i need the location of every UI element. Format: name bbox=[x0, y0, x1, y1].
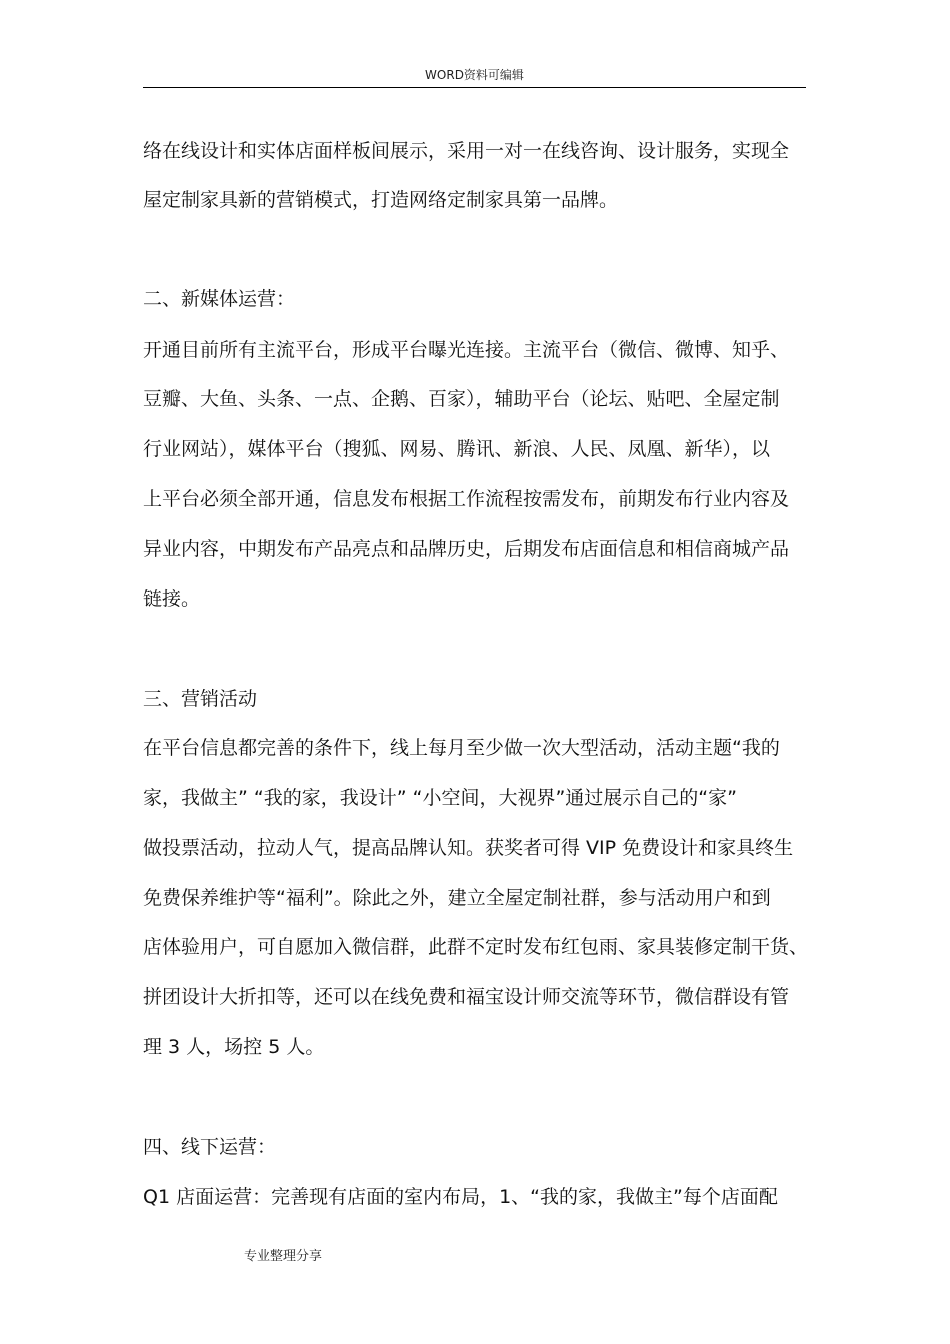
section-3-line-6: 拼团设计大折扣等，还可以在线免费和福宝设计师交流等环节，微信群设有管 bbox=[143, 986, 790, 1008]
section-3-line-1: 在平台信息都完善的条件下，线上每月至少做一次大型活动，活动主题“我的 bbox=[143, 737, 780, 759]
section-3-line-7: 理 3 人，场控 5 人。 bbox=[143, 1036, 325, 1058]
section-2-line-3: 行业网站），媒体平台（搜狐、网易、腾讯、新浪、人民、凤凰、新华），以 bbox=[143, 438, 771, 460]
intro-line-1: 络在线设计和实体店面样板间展示，采用一对一在线咨询、设计服务，实现全 bbox=[143, 140, 790, 162]
section-2-line-6: 链接。 bbox=[143, 588, 201, 610]
section-3-line-3: 做投票活动，拉动人气，提高品牌认知。获奖者可得 VIP 免费设计和家具终生 bbox=[143, 837, 794, 859]
section-2-line-2: 豆瓣、大鱼、头条、一点、企鹅、百家），辅助平台（论坛、贴吧、全屋定制 bbox=[143, 388, 780, 410]
intro-line-2: 屋定制家具新的营销模式，打造网络定制家具第一品牌。 bbox=[143, 189, 619, 211]
header-divider bbox=[143, 87, 806, 88]
section-3-line-5: 店体验用户，可自愿加入微信群，此群不定时发布红包雨、家具装修定制干货、 bbox=[143, 936, 809, 958]
section-4-heading: 四、线下运营： bbox=[143, 1136, 277, 1158]
section-2-heading: 二、新媒体运营： bbox=[143, 288, 296, 310]
section-2-line-1: 开通目前所有主流平台，形成平台曝光连接。主流平台（微信、微博、知乎、 bbox=[143, 339, 790, 361]
section-3-line-4: 免费保养维护等“福利”。除此之外，建立全屋定制社群，参与活动用户和到 bbox=[143, 887, 771, 909]
section-4-line-1: Q1 店面运营：完善现有店面的室内布局，1、“我的家，我做主”每个店面配 bbox=[143, 1186, 778, 1208]
page-footer: 专业整理分享 bbox=[244, 1249, 323, 1264]
section-2-line-4: 上平台必须全部开通，信息发布根据工作流程按需发布，前期发布行业内容及 bbox=[143, 488, 790, 510]
section-3-heading: 三、营销活动 bbox=[143, 688, 258, 710]
page-header-title: WORD资料可编辑 bbox=[425, 68, 524, 82]
section-2-line-5: 异业内容，中期发布产品亮点和品牌历史，后期发布店面信息和相信商城产品 bbox=[143, 538, 790, 560]
section-3-line-2: 家，我做主” “我的家，我设计” “小空间，大视界”通过展示自己的“家” bbox=[143, 787, 737, 809]
